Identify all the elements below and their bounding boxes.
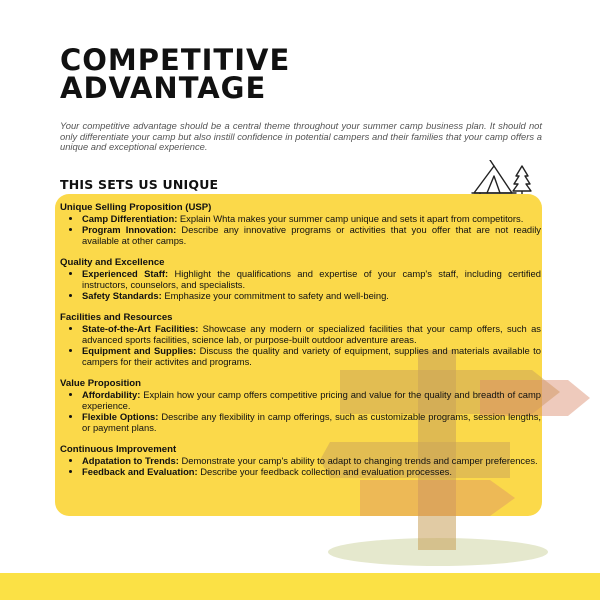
page-title [60, 43, 291, 105]
item-text: Describe your feedback collection and evaluation processes. [197, 466, 452, 477]
list-item [82, 455, 541, 466]
section-heading: Quality and Excellence [60, 257, 165, 268]
item-label: Experienced Staff: [82, 268, 169, 279]
section-subheading: THIS SETS US UNIQUE [60, 177, 219, 192]
section-facilities [60, 312, 541, 367]
footer-bar [0, 573, 600, 600]
item-label: Adpatation to Trends: [82, 455, 179, 466]
item-label: Safety Standards: [82, 290, 162, 301]
item-text: Describe any flexibility in camp offerings, such as customizable programs, session lengths, or payment plans. [82, 411, 541, 433]
item-text: Discuss the quality and variety of equipment, supplies and materials available to campers for their activites and programs. [82, 345, 541, 367]
camp-tent-icon [470, 160, 534, 196]
item-text: Explain how your camp offers competitive pricing and value for the quality and breadth of camp experience. [82, 389, 541, 411]
intro-paragraph: Your competitive advantage should be a central theme throughout your summer camp business plan. It should not only differentiate your camp but also instill confidence in potential campers and their families that your camp offers a unique and exceptional experience. [60, 120, 542, 153]
list-item [82, 389, 541, 411]
unique-sections [60, 202, 541, 488]
section-quality [60, 257, 541, 301]
section-heading: Unique Selling Proposition (USP) [60, 202, 212, 213]
title-line-2: ADVANTAGE [60, 71, 267, 105]
list-item [82, 323, 541, 345]
item-label: Camp Differentiation: [82, 213, 178, 224]
item-label: Feedback and Evaluation: [82, 466, 198, 477]
list-item [82, 345, 541, 367]
section-improvement [60, 444, 541, 477]
item-text: Showcase any modern or specialized facilities that your camp offers, such as advanced sports facilities, science lab, or purpose-built outdoor adventure areas. [82, 323, 541, 345]
pine-tree-icon [513, 166, 531, 195]
item-label: Equipment and Supplies: [82, 345, 197, 356]
item-label: Affordability: [82, 389, 141, 400]
item-text: Highlight the qualifications and expertise of your camp's staff, including certified instructors, counselors, and specialists. [82, 268, 541, 290]
item-text: Demonstrate your camp's ability to adapt to changing trends and camper preferences. [178, 455, 538, 466]
item-label: Program Innovation: [82, 224, 177, 235]
list-item [82, 224, 541, 246]
list-item [82, 268, 541, 290]
list-item [82, 290, 541, 301]
item-label: Flexible Options: [82, 411, 159, 422]
section-heading: Facilities and Resources [60, 312, 173, 323]
list-item [82, 213, 541, 224]
list-item [82, 466, 541, 477]
title-line-1: COMPETITIVE [60, 43, 291, 77]
section-value [60, 378, 541, 433]
section-usp [60, 202, 541, 246]
list-item [82, 411, 541, 433]
item-text: Explain Whta makes your summer camp unique and sets it apart from competitors. [177, 213, 524, 224]
section-heading: Continuous Improvement [60, 444, 177, 455]
item-text: Describe any innovative programs or activities that you offer that are not readily available at other camps. [82, 224, 541, 246]
item-label: State-of-the-Art Facilities: [82, 323, 199, 334]
section-heading: Value Proposition [60, 378, 142, 389]
item-text: Emphasize your commitment to safety and well-being. [161, 290, 389, 301]
